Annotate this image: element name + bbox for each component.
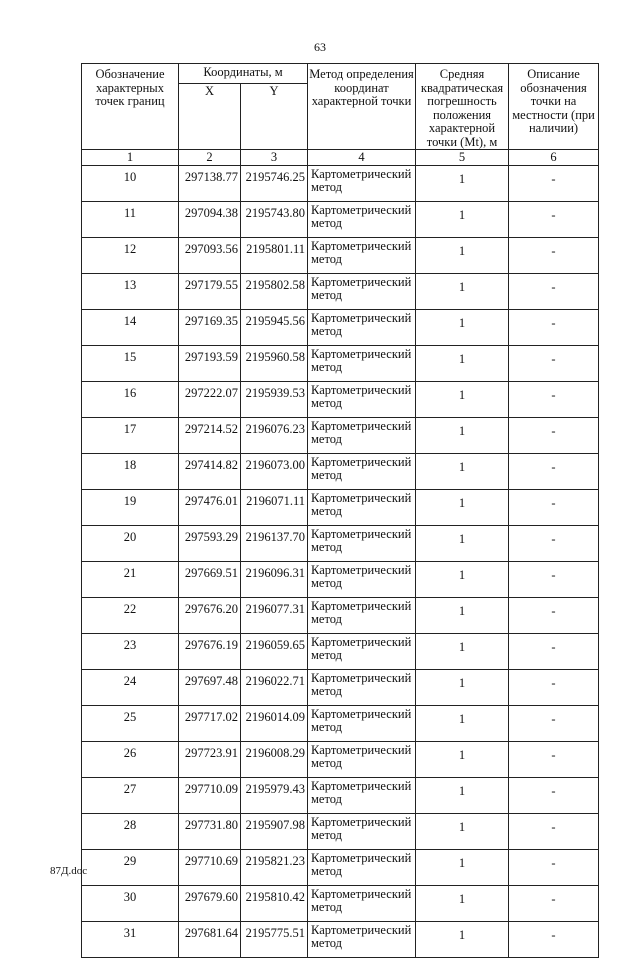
description-cell: -: [509, 922, 599, 958]
y-coordinate-cell: 2195907.98: [241, 814, 308, 850]
table-row: [82, 526, 599, 562]
method-cell: Картометрический метод: [308, 670, 416, 706]
method-cell: Картометрический метод: [308, 166, 416, 202]
error-cell: 1: [416, 382, 509, 418]
table-row: [82, 202, 599, 238]
error-cell: 1: [416, 742, 509, 778]
coordinates-table: [81, 63, 599, 958]
footer-filename: 87Д.doc: [50, 865, 88, 877]
description-cell: -: [509, 238, 599, 274]
x-coordinate-cell: 297723.91: [179, 742, 241, 778]
point-id-cell: 28: [82, 814, 179, 850]
table-row: [82, 706, 599, 742]
x-coordinate-cell: 297710.09: [179, 778, 241, 814]
method-cell: Картометрический метод: [308, 454, 416, 490]
column-number: 1: [82, 150, 179, 166]
method-cell: Картометрический метод: [308, 274, 416, 310]
error-cell: 1: [416, 490, 509, 526]
y-coordinate-cell: 2195801.11: [241, 238, 308, 274]
y-coordinate-cell: 2196076.23: [241, 418, 308, 454]
description-cell: -: [509, 526, 599, 562]
header-method: Метод определения координат характерной точки: [308, 64, 416, 150]
y-coordinate-cell: 2196077.31: [241, 598, 308, 634]
y-coordinate-cell: 2195979.43: [241, 778, 308, 814]
table-row: [82, 166, 599, 202]
table-row: [82, 562, 599, 598]
x-coordinate-cell: 297169.35: [179, 310, 241, 346]
point-id-cell: 21: [82, 562, 179, 598]
error-cell: 1: [416, 706, 509, 742]
table-row: [82, 850, 599, 886]
table-row: [82, 418, 599, 454]
y-coordinate-cell: 2196059.65: [241, 634, 308, 670]
x-coordinate-cell: 297717.02: [179, 706, 241, 742]
y-coordinate-cell: 2195821.23: [241, 850, 308, 886]
table-row: [82, 310, 599, 346]
method-cell: Картометрический метод: [308, 922, 416, 958]
x-coordinate-cell: 297679.60: [179, 886, 241, 922]
description-cell: -: [509, 778, 599, 814]
y-coordinate-cell: 2195802.58: [241, 274, 308, 310]
header-x: X: [179, 83, 241, 149]
table-row: [82, 274, 599, 310]
point-id-cell: 19: [82, 490, 179, 526]
description-cell: -: [509, 562, 599, 598]
y-coordinate-cell: 2195743.80: [241, 202, 308, 238]
method-cell: Картометрический метод: [308, 418, 416, 454]
column-number: 2: [179, 150, 241, 166]
point-id-cell: 10: [82, 166, 179, 202]
x-coordinate-cell: 297697.48: [179, 670, 241, 706]
point-id-cell: 22: [82, 598, 179, 634]
method-cell: Картометрический метод: [308, 202, 416, 238]
y-coordinate-cell: 2196071.11: [241, 490, 308, 526]
x-coordinate-cell: 297681.64: [179, 922, 241, 958]
table-row: [82, 886, 599, 922]
point-id-cell: 26: [82, 742, 179, 778]
y-coordinate-cell: 2196137.70: [241, 526, 308, 562]
x-coordinate-cell: 297179.55: [179, 274, 241, 310]
point-id-cell: 18: [82, 454, 179, 490]
header-description: Описание обозначения точки на местности (при наличии): [509, 64, 599, 150]
x-coordinate-cell: 297094.38: [179, 202, 241, 238]
point-id-cell: 24: [82, 670, 179, 706]
description-cell: -: [509, 274, 599, 310]
header-point-designation: Обозначение характерных точек границ: [82, 64, 179, 150]
point-id-cell: 29: [82, 850, 179, 886]
error-cell: 1: [416, 346, 509, 382]
column-numbers-row: [82, 150, 599, 166]
error-cell: 1: [416, 454, 509, 490]
x-coordinate-cell: 297669.51: [179, 562, 241, 598]
error-cell: 1: [416, 166, 509, 202]
table-row: [82, 346, 599, 382]
y-coordinate-cell: 2195939.53: [241, 382, 308, 418]
error-cell: 1: [416, 778, 509, 814]
table-row: [82, 742, 599, 778]
column-number: 3: [241, 150, 308, 166]
description-cell: -: [509, 742, 599, 778]
description-cell: -: [509, 310, 599, 346]
point-id-cell: 27: [82, 778, 179, 814]
method-cell: Картометрический метод: [308, 634, 416, 670]
error-cell: 1: [416, 886, 509, 922]
x-coordinate-cell: 297731.80: [179, 814, 241, 850]
table-row: [82, 382, 599, 418]
point-id-cell: 16: [82, 382, 179, 418]
point-id-cell: 30: [82, 886, 179, 922]
method-cell: Картометрический метод: [308, 490, 416, 526]
x-coordinate-cell: 297676.19: [179, 634, 241, 670]
method-cell: Картометрический метод: [308, 598, 416, 634]
description-cell: -: [509, 598, 599, 634]
error-cell: 1: [416, 922, 509, 958]
error-cell: 1: [416, 238, 509, 274]
point-id-cell: 31: [82, 922, 179, 958]
point-id-cell: 20: [82, 526, 179, 562]
method-cell: Картометрический метод: [308, 886, 416, 922]
header-coordinates: Координаты, м: [179, 64, 308, 84]
error-cell: 1: [416, 202, 509, 238]
description-cell: -: [509, 166, 599, 202]
y-coordinate-cell: 2195810.42: [241, 886, 308, 922]
table-row: [82, 670, 599, 706]
error-cell: 1: [416, 634, 509, 670]
description-cell: -: [509, 202, 599, 238]
point-id-cell: 25: [82, 706, 179, 742]
x-coordinate-cell: 297214.52: [179, 418, 241, 454]
table-row: [82, 238, 599, 274]
header-error: Средняя квадратическая погрешность положения характерной точки (Mt), м: [416, 64, 509, 150]
error-cell: 1: [416, 526, 509, 562]
point-id-cell: 17: [82, 418, 179, 454]
point-id-cell: 23: [82, 634, 179, 670]
column-number: 6: [509, 150, 599, 166]
y-coordinate-cell: 2196014.09: [241, 706, 308, 742]
error-cell: 1: [416, 310, 509, 346]
error-cell: 1: [416, 418, 509, 454]
description-cell: -: [509, 454, 599, 490]
error-cell: 1: [416, 670, 509, 706]
point-id-cell: 12: [82, 238, 179, 274]
point-id-cell: 11: [82, 202, 179, 238]
point-id-cell: 13: [82, 274, 179, 310]
y-coordinate-cell: 2196022.71: [241, 670, 308, 706]
y-coordinate-cell: 2196096.31: [241, 562, 308, 598]
column-number: 4: [308, 150, 416, 166]
y-coordinate-cell: 2196008.29: [241, 742, 308, 778]
method-cell: Картометрический метод: [308, 310, 416, 346]
description-cell: -: [509, 706, 599, 742]
method-cell: Картометрический метод: [308, 238, 416, 274]
table-row: [82, 598, 599, 634]
x-coordinate-cell: 297676.20: [179, 598, 241, 634]
table-row: [82, 634, 599, 670]
y-coordinate-cell: 2195746.25: [241, 166, 308, 202]
table-row: [82, 490, 599, 526]
page-number: 63: [314, 40, 326, 54]
description-cell: -: [509, 418, 599, 454]
method-cell: Картометрический метод: [308, 526, 416, 562]
method-cell: Картометрический метод: [308, 562, 416, 598]
table-row: [82, 454, 599, 490]
description-cell: -: [509, 886, 599, 922]
x-coordinate-cell: 297193.59: [179, 346, 241, 382]
x-coordinate-cell: 297593.29: [179, 526, 241, 562]
error-cell: 1: [416, 814, 509, 850]
y-coordinate-cell: 2195960.58: [241, 346, 308, 382]
table-row: [82, 778, 599, 814]
y-coordinate-cell: 2195775.51: [241, 922, 308, 958]
table-row: [82, 814, 599, 850]
point-id-cell: 15: [82, 346, 179, 382]
error-cell: 1: [416, 562, 509, 598]
x-coordinate-cell: 297138.77: [179, 166, 241, 202]
method-cell: Картометрический метод: [308, 850, 416, 886]
column-number: 5: [416, 150, 509, 166]
point-id-cell: 14: [82, 310, 179, 346]
x-coordinate-cell: 297710.69: [179, 850, 241, 886]
method-cell: Картометрический метод: [308, 778, 416, 814]
y-coordinate-cell: 2196073.00: [241, 454, 308, 490]
description-cell: -: [509, 670, 599, 706]
description-cell: -: [509, 634, 599, 670]
header-y: Y: [241, 83, 308, 149]
method-cell: Картометрический метод: [308, 742, 416, 778]
x-coordinate-cell: 297222.07: [179, 382, 241, 418]
x-coordinate-cell: 297414.82: [179, 454, 241, 490]
method-cell: Картометрический метод: [308, 346, 416, 382]
error-cell: 1: [416, 598, 509, 634]
description-cell: -: [509, 346, 599, 382]
error-cell: 1: [416, 850, 509, 886]
method-cell: Картометрический метод: [308, 382, 416, 418]
x-coordinate-cell: 297093.56: [179, 238, 241, 274]
description-cell: -: [509, 850, 599, 886]
x-coordinate-cell: 297476.01: [179, 490, 241, 526]
description-cell: -: [509, 814, 599, 850]
method-cell: Картометрический метод: [308, 814, 416, 850]
description-cell: -: [509, 490, 599, 526]
y-coordinate-cell: 2195945.56: [241, 310, 308, 346]
description-cell: -: [509, 382, 599, 418]
method-cell: Картометрический метод: [308, 706, 416, 742]
table-row: [82, 922, 599, 958]
error-cell: 1: [416, 274, 509, 310]
